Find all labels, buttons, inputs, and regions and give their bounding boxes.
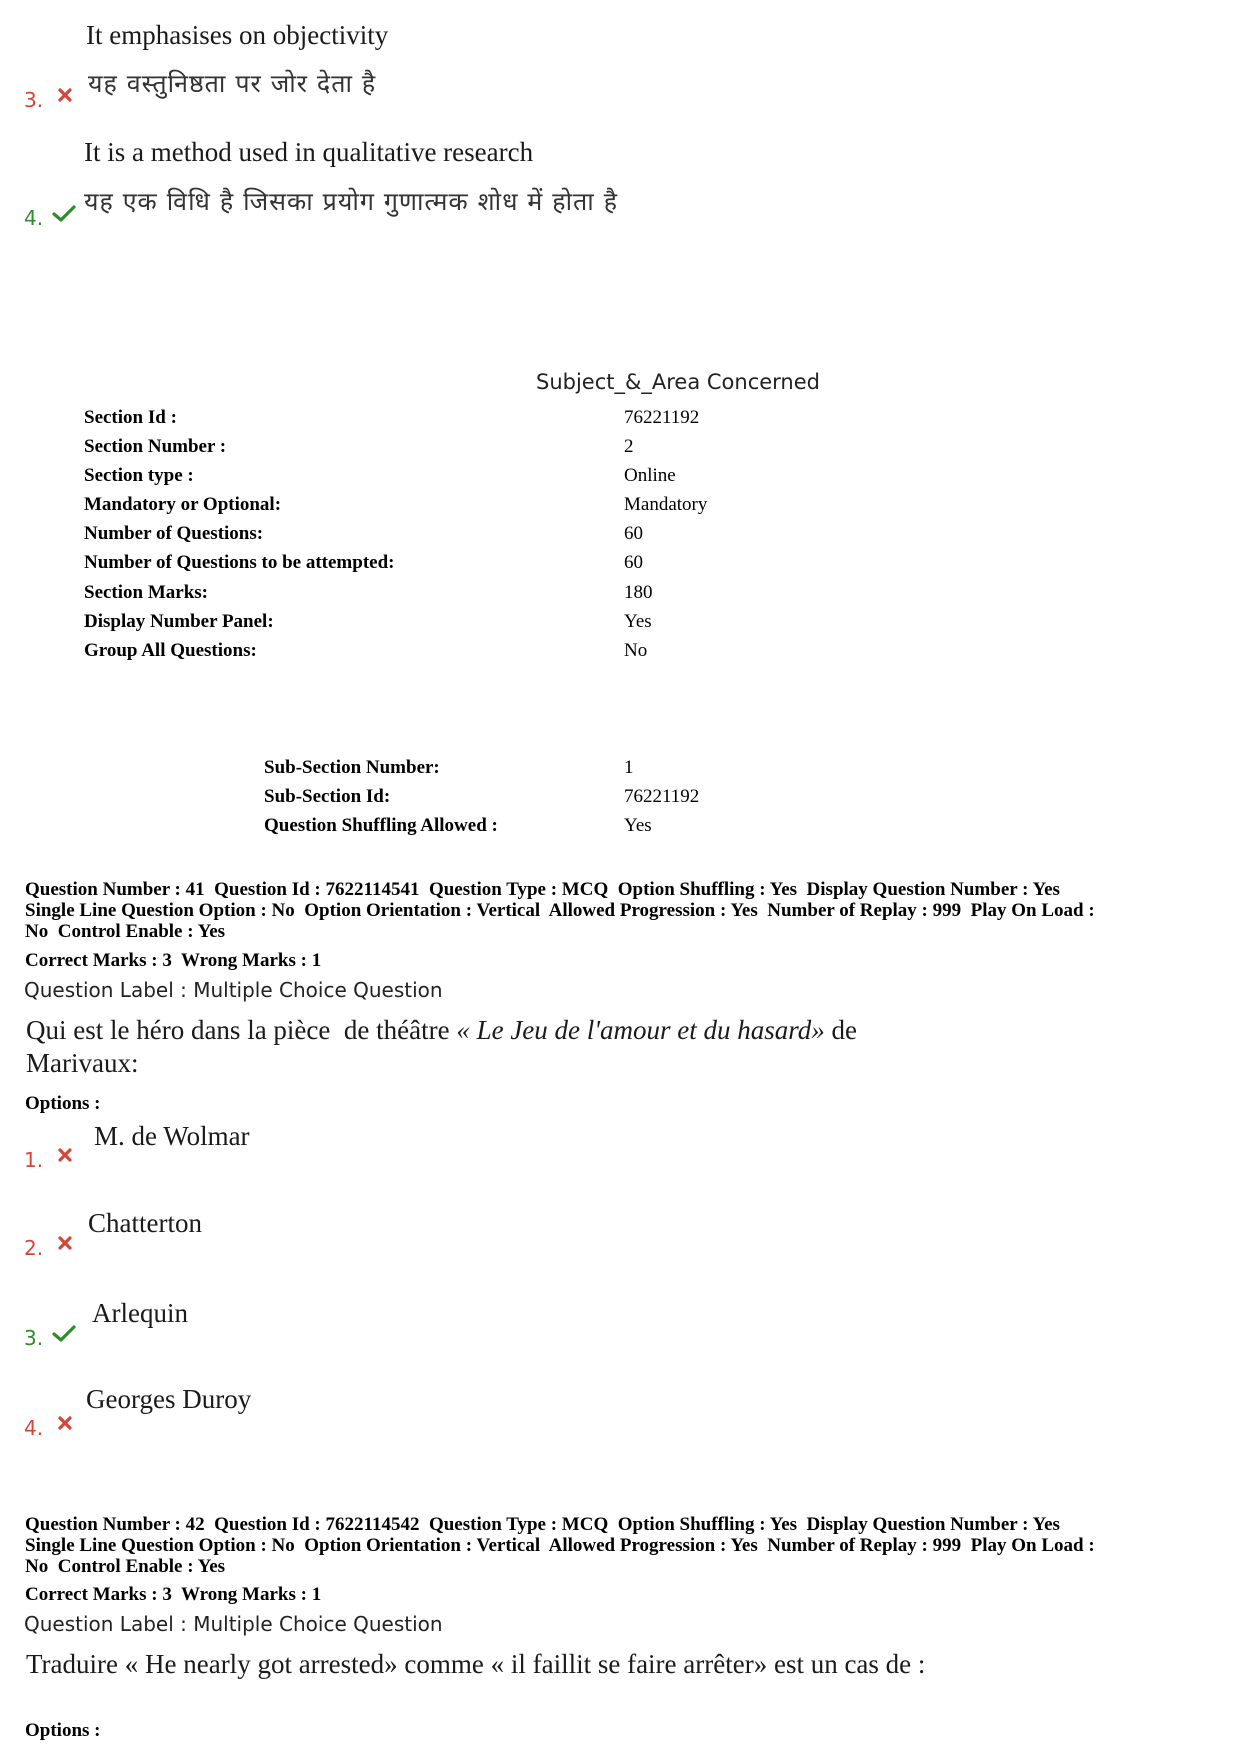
- q42-options-label: Options :: [25, 1720, 101, 1741]
- mandatory-label: Mandatory or Optional:: [84, 494, 282, 515]
- q42-meta-line2: Single Line Question Option : No Option Orientation : Vertical Allowed Progression : Yes Number of Replay : 999 Play On Load :: [25, 1535, 1095, 1556]
- section-marks-label: Section Marks:: [84, 582, 209, 603]
- q41-text-part1: Qui est le héro dans la pièce de théâtre: [26, 1015, 457, 1045]
- q41-question-text: [26, 1014, 1126, 1080]
- q42-question-text: Traduire « He nearly got arrested» comme « il faillit se faire arrêter» est un cas de :: [26, 1649, 926, 1679]
- display-panel-label: Display Number Panel:: [84, 611, 274, 632]
- shuffling-value: Yes: [624, 815, 652, 836]
- q41-meta: [25, 879, 1225, 942]
- section-number-label: Section Number :: [84, 436, 227, 457]
- q41-option-3-text: Arlequin: [92, 1298, 188, 1328]
- cross-icon: [56, 1414, 74, 1432]
- prev-option-4-number: 4.: [24, 206, 44, 230]
- q41-meta-line3: No Control Enable : Yes: [25, 921, 226, 942]
- q41-meta-line1: Question Number : 41 Question Id : 7622114541 Question Type : MCQ Option Shuffling : Yes Display Question Number : Yes: [25, 879, 1060, 900]
- q42-meta-line1: Question Number : 42 Question Id : 7622114542 Question Type : MCQ Option Shuffling : Yes Display Question Number : Yes: [25, 1514, 1060, 1535]
- q42-meta: [25, 1514, 1225, 1577]
- q41-meta-line2: Single Line Question Option : No Option Orientation : Vertical Allowed Progression : Yes Number of Replay : 999 Play On Load :: [25, 900, 1095, 921]
- q41-marks: Correct Marks : 3 Wrong Marks : 1: [25, 950, 322, 971]
- subsection-number-value: 1: [624, 757, 634, 778]
- num-questions-value: 60: [624, 523, 643, 544]
- prev-option-3-number: 3.: [24, 88, 44, 112]
- prev-option-3-hindi: यह वस्तुनिष्ठता पर जोर देता है: [88, 69, 377, 98]
- subsection-id-value: 76221192: [624, 786, 700, 807]
- group-questions-value: No: [624, 640, 648, 661]
- section-type-value: Online: [624, 465, 676, 486]
- q41-options-label: Options :: [25, 1093, 101, 1114]
- section-type-label: Section type :: [84, 465, 194, 486]
- cross-icon: [56, 1234, 74, 1252]
- section-number-value: 2: [624, 436, 634, 457]
- q41-option-2-text: Chatterton: [88, 1208, 202, 1238]
- subsection-number-label: Sub-Section Number:: [264, 757, 440, 778]
- q41-option-2-number: 2.: [24, 1236, 44, 1260]
- q41-text-title: « Le Jeu de l'amour et du hasard»: [456, 1015, 825, 1045]
- q42-question-label: Question Label : Multiple Choice Question: [24, 1612, 443, 1636]
- q41-option-4-number: 4.: [24, 1416, 44, 1440]
- prev-option-3-english: It emphasises on objectivity: [86, 20, 389, 50]
- shuffling-label: Question Shuffling Allowed :: [264, 815, 498, 836]
- q42-marks: Correct Marks : 3 Wrong Marks : 1: [25, 1584, 322, 1605]
- q41-question-label: Question Label : Multiple Choice Question: [24, 978, 443, 1002]
- cross-icon: [56, 86, 74, 104]
- display-panel-value: Yes: [624, 611, 652, 632]
- group-questions-label: Group All Questions:: [84, 640, 257, 661]
- q41-option-1-number: 1.: [24, 1148, 44, 1172]
- checkmark-icon: [52, 1324, 76, 1342]
- q41-option-3-number: 3.: [24, 1326, 44, 1350]
- prev-option-4-hindi: यह एक विधि है जिसका प्रयोग गुणात्मक शोध में होता है: [84, 187, 618, 216]
- num-attempt-value: 60: [624, 552, 643, 573]
- num-attempt-label: Number of Questions to be attempted:: [84, 552, 395, 573]
- cross-icon: [56, 1146, 74, 1164]
- mandatory-value: Mandatory: [624, 494, 708, 515]
- q41-text-part3: de: [824, 1015, 858, 1045]
- section-marks-value: 180: [624, 582, 653, 603]
- section-id-value: 76221192: [624, 407, 700, 428]
- subsection-id-label: Sub-Section Id:: [264, 786, 391, 807]
- checkmark-icon: [52, 204, 76, 222]
- q41-text-line2: Marivaux:: [26, 1048, 139, 1078]
- q41-option-1-text: M. de Wolmar: [94, 1121, 250, 1151]
- prev-option-4-english: It is a method used in qualitative research: [84, 137, 534, 167]
- num-questions-label: Number of Questions:: [84, 523, 264, 544]
- q41-option-4-text: Georges Duroy: [86, 1384, 252, 1414]
- section-id-label: Section Id :: [84, 407, 177, 428]
- section-title: Subject_&_Area Concerned: [536, 370, 820, 394]
- q42-meta-line3: No Control Enable : Yes: [25, 1556, 226, 1577]
